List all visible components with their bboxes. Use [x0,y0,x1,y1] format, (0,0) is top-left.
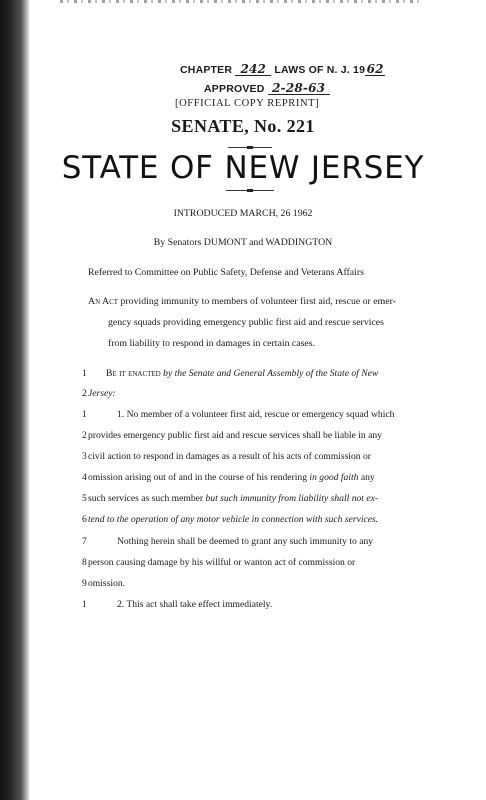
enacting-text: by the Senate and General Assembly of the State of New [163,368,379,379]
section-1-line-4 [88,472,410,483]
line-4-text-a: omission arising out of and in the course of his rendering [88,472,310,483]
line-number: 1 [82,599,87,610]
line-number: 3 [82,451,87,462]
line-number: 9 [82,578,87,589]
section-1-line-1: 1. No member of a volunteer first aid, rescue or emergency squad which [117,409,395,420]
enacting-lead: Be it enacted [106,368,161,379]
official-copy-reprint: [OFFICIAL COPY REPRINT] [175,98,320,109]
section-1-line-8: person causing damage by his willful or wanton act of commission or [88,557,356,568]
section-1-line-6: tend to the operation of any motor vehicle in connection with such services. [88,514,379,525]
line-4-text-c: any [358,472,375,483]
laws-label: LAWS OF N. J. 19 [274,64,366,76]
line-number: 2 [82,430,87,441]
section-2-line-1: 2. This act shall take effect immediately. [117,599,273,610]
line-number: 8 [82,557,87,568]
section-1-line-9: omission. [88,578,126,589]
line-4-text-italic: in good faith [309,472,359,483]
line-5-text-a: such services as such member [88,493,206,504]
approved-stamp [204,83,330,95]
chapter-label: CHAPTER [180,64,233,76]
enacting-clause-line-2: Jersey: [88,388,116,399]
act-title-line-3: from liability to respond in damages in certain cases. [108,338,316,349]
line-number: 4 [82,472,87,483]
section-1-line-2: provides emergency public first aid and rescue services shall be liable in any [88,430,382,441]
line-number: 1 [82,368,87,379]
line-number: 6 [82,514,87,525]
approved-date: 2-28-63 [268,83,330,95]
committee-referral: Referred to Committee on Public Safety, Defense and Veterans Affairs [88,267,364,278]
chapter-stamp [180,64,385,76]
line-5-text-italic: but such immunity from liability shall not ex- [205,493,379,504]
state-title: STATE OF NEW JERSEY [61,150,425,186]
line-number: 1 [82,409,87,420]
line-number: 7 [82,536,87,547]
act-title-line-1-text: providing immunity to members of volunteer first aid, rescue or emer- [120,296,396,307]
ornament-rule-bottom [226,190,274,191]
act-title-line-1 [88,296,418,307]
chapter-number: 242 [235,64,271,76]
approved-label: APPROVED [204,83,265,95]
section-1-line-7: Nothing herein shall be deemed to grant any such immunity to any [117,536,374,547]
act-lead: An Act [88,296,119,307]
section-1-line-3: civil action to respond in damages as a result of his acts of commission or [88,451,371,462]
senate-bill-number: SENATE, No. 221 [171,116,315,136]
line-number: 5 [82,493,87,504]
enacting-clause-line-1 [106,368,428,379]
section-1-line-5 [88,493,410,504]
ornament-rule-top [228,147,272,148]
act-title-line-2: gency squads providing emergency public first aid and rescue services [108,317,384,328]
laws-year-suffix: 62 [366,62,384,76]
line-number: 2 [82,388,87,399]
introduced-date: INTRODUCED MARCH, 26 1962 [173,208,313,219]
sponsors: By Senators DUMONT and WADDINGTON [153,237,333,248]
scan-top-noise [60,0,420,3]
